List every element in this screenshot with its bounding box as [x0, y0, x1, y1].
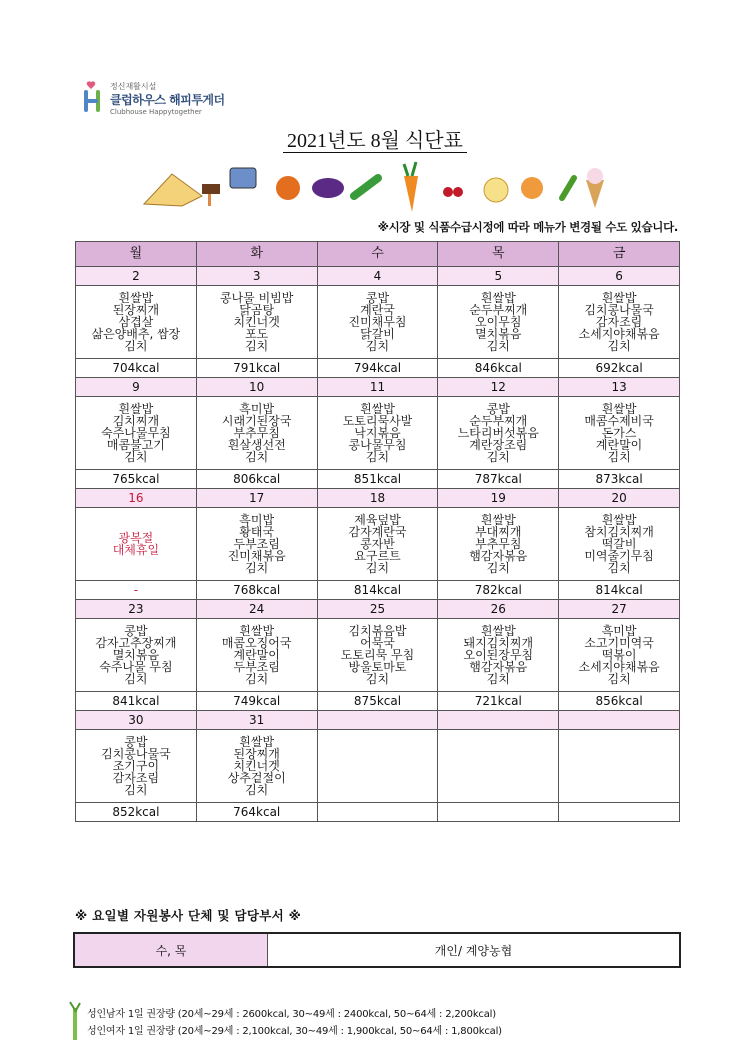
male-recommended-intake: 성인남자 1일 권장량 (20세~29세 : 2600kcal, 30~49세 : 2400kcal, 50~64세 : 2,200kcal) [87, 1009, 496, 1020]
date-cell [317, 711, 438, 730]
date-cell: 19 [438, 489, 559, 508]
logo-english: Clubhouse Happytogether [110, 108, 202, 116]
menu-item: 감자계란국 [348, 525, 407, 539]
date-cell: 30 [76, 711, 197, 730]
menu-item: 김치 [607, 672, 631, 686]
menu-item: 흰쌀밥 [601, 402, 637, 416]
menu-item: 낙지볶음 [354, 426, 401, 440]
menu-item: 순두부찌개 [469, 414, 528, 428]
menu-item: 흑미밥 [239, 513, 275, 527]
menu-item: 황태국 [239, 525, 275, 539]
menu-item: 계란국 [360, 303, 395, 317]
meal-cell [438, 619, 559, 692]
menu-item: 햄감자볶음 [469, 660, 528, 674]
date-cell: 11 [317, 378, 438, 397]
menu-item: 닭곰탕 [239, 303, 275, 317]
menu-item: 김치 [365, 672, 390, 686]
meal-cell [559, 286, 680, 359]
date-cell: 6 [559, 267, 680, 286]
menu-item: 흰쌀밥 [360, 402, 395, 416]
menu-item: 닭갈비 [360, 327, 395, 341]
menu-item: 돈가스 [601, 426, 637, 440]
date-row [76, 600, 680, 619]
meal-cell [196, 286, 317, 359]
menu-item: 흰쌀밥 [601, 513, 637, 527]
kcal-cell: 794kcal [317, 359, 438, 378]
menu-item: 포도 [245, 327, 269, 341]
menu-item: 김치 [245, 783, 269, 797]
menu-item: 김치 [365, 450, 390, 464]
meal-cell [76, 397, 197, 470]
menu-item: 흑미밥 [239, 402, 275, 416]
kcal-cell: 782kcal [438, 581, 559, 600]
kcal-cell: 749kcal [196, 692, 317, 711]
menu-item: 콩나물 비빔밥 [220, 291, 294, 305]
volunteer-table [73, 932, 681, 968]
meal-cell [76, 508, 197, 581]
menu-item: 콩밥 [365, 291, 390, 305]
menu-item: 콩나물무침 [348, 438, 407, 452]
menu-item: 콩자반 [360, 537, 395, 551]
meal-row [76, 730, 680, 803]
page-title: 2021년도 8월 식단표 [0, 124, 750, 153]
meal-cell [317, 730, 438, 803]
menu-item: 김치 [124, 783, 148, 797]
date-cell: 12 [438, 378, 559, 397]
menu-item: 된장찌개 [112, 303, 160, 317]
menu-item: 콩밥 [124, 624, 148, 638]
menu-item: 김치 [245, 561, 269, 575]
kcal-row [76, 692, 680, 711]
menu-item: 김치 [124, 339, 148, 353]
menu-item: 김치 [245, 339, 269, 353]
menu-item: 매콤불고기 [106, 438, 165, 452]
menu-item: 매콤수제비국 [584, 414, 654, 428]
menu-item: 부추무침 [233, 426, 280, 440]
meal-cell [317, 286, 438, 359]
menu-item: 어묵국 [360, 636, 395, 650]
kcal-cell: 787kcal [438, 470, 559, 489]
menu-item: 김치 [607, 339, 631, 353]
date-cell: 23 [76, 600, 197, 619]
menu-item: 감자조림 [595, 315, 643, 329]
weekday-header: 금 [559, 242, 680, 267]
kcal-cell: 764kcal [196, 803, 317, 822]
menu-item: 떡볶이 [601, 648, 637, 662]
meal-cell [317, 619, 438, 692]
kcal-cell: 852kcal [76, 803, 197, 822]
date-cell: 27 [559, 600, 680, 619]
menu-item: 치킨너겟 [233, 315, 280, 329]
kcal-cell: 765kcal [76, 470, 197, 489]
meal-cell [196, 730, 317, 803]
meal-cell [559, 619, 680, 692]
menu-item: 순두부찌개 [469, 303, 528, 317]
menu-item: 김치 [124, 450, 148, 464]
meal-cell [196, 619, 317, 692]
menu-item: 멸치볶음 [475, 327, 522, 341]
menu-item: 된장찌개 [233, 747, 280, 761]
menu-item: 김치 [607, 450, 631, 464]
date-cell: 5 [438, 267, 559, 286]
date-row [76, 378, 680, 397]
menu-item: 흑미밥 [601, 624, 637, 638]
date-cell: 17 [196, 489, 317, 508]
meal-cell [76, 286, 197, 359]
meal-cell [76, 730, 197, 803]
menu-item: 시래기된장국 [221, 414, 292, 428]
weekday-header: 수 [317, 242, 438, 267]
volunteer-heading: ※ 요일별 자원봉사 단체 및 담당부서 ※ [75, 908, 302, 923]
weekday-header: 화 [196, 242, 317, 267]
date-cell: 2 [76, 267, 197, 286]
menu-item: 김치 [124, 672, 148, 686]
meal-cell [438, 508, 559, 581]
menu-item: 느타리버섯볶음 [457, 426, 539, 440]
menu-item: 치킨너겟 [233, 759, 280, 773]
volunteer-day-label: 수, 목 [74, 933, 268, 967]
menu-item: 소고기미역국 [584, 636, 654, 650]
menu-item: 계란말이 [595, 438, 643, 452]
menu-item: 김치콩나물국 [584, 303, 654, 317]
menu-item: 진미채볶음 [227, 549, 286, 563]
date-cell: 13 [559, 378, 680, 397]
menu-item: 미역줄기무침 [584, 549, 654, 563]
menu-item: 도토리묵사발 [342, 414, 413, 428]
menu-body [76, 267, 680, 822]
date-cell: 24 [196, 600, 317, 619]
menu-item: 제육덮밥 [354, 513, 401, 527]
date-row [76, 489, 680, 508]
menu-item: 김치 [245, 672, 269, 686]
menu-item: 도토리묵 무침 [340, 648, 415, 662]
date-cell: 26 [438, 600, 559, 619]
clubhouse-logo [82, 78, 242, 122]
menu-item: 오이무침 [475, 315, 522, 329]
menu-table [75, 241, 680, 822]
menu-item: 김치 [365, 561, 390, 575]
female-recommended-intake: 성인여자 1일 권장량 (20세~29세 : 2,100kcal, 30~49세 : 1,900kcal, 50~64세 : 1,800kcal) [87, 1026, 502, 1037]
meal-cell [317, 397, 438, 470]
kcal-cell: 841kcal [76, 692, 197, 711]
menu-item: 두부조림 [233, 660, 280, 674]
kcal-cell: 692kcal [559, 359, 680, 378]
date-cell: 25 [317, 600, 438, 619]
kcal-row [76, 359, 680, 378]
kcal-cell: 814kcal [317, 581, 438, 600]
meal-row [76, 397, 680, 470]
menu-item: 소세지야채볶음 [578, 660, 660, 674]
menu-item: 요구르트 [354, 549, 401, 563]
menu-item: 콩밥 [486, 402, 510, 416]
date-row [76, 711, 680, 730]
menu-item: 소세지야채볶음 [578, 327, 660, 341]
menu-item: 김치 [245, 450, 269, 464]
kcal-cell: 791kcal [196, 359, 317, 378]
menu-item: 계란말이 [233, 648, 280, 662]
meal-cell [438, 286, 559, 359]
date-cell: 31 [196, 711, 317, 730]
date-cell: 10 [196, 378, 317, 397]
menu-item: 떡갈비 [601, 537, 637, 551]
menu-item: 방울토마토 [348, 660, 407, 674]
menu-item: 상추겉절이 [227, 771, 286, 785]
menu-item: 김치 [486, 672, 510, 686]
volunteer-org: 개인/ 계양농협 [268, 933, 681, 967]
menu-item: 흰살생선전 [227, 438, 286, 452]
notice-text: ※시장 및 식품수급시정에 따라 메뉴가 변경될 수도 있습니다. [377, 220, 678, 234]
logo-subtitle: 정신재활시설 [110, 82, 157, 91]
date-cell: 9 [76, 378, 197, 397]
menu-item: 김치 [365, 339, 390, 353]
menu-item: 흰쌀밥 [118, 402, 154, 416]
menu-item: 숙주나물무침 [101, 426, 171, 440]
meal-cell [559, 397, 680, 470]
menu-item: 멸치볶음 [112, 648, 160, 662]
kcal-cell: 704kcal [76, 359, 197, 378]
menu-item: 부추무침 [475, 537, 522, 551]
meal-cell [317, 508, 438, 581]
meal-row [76, 286, 680, 359]
kcal-cell: - [76, 581, 197, 600]
menu-item: 계란장조림 [469, 438, 528, 452]
meal-cell [438, 397, 559, 470]
menu-item: 흰쌀밥 [480, 624, 516, 638]
kcal-row [76, 470, 680, 489]
menu-item: 진미채무침 [348, 315, 407, 329]
kcal-cell [438, 803, 559, 822]
menu-item: 김치콩나물국 [101, 747, 171, 761]
weekday-header-row [76, 242, 680, 267]
kcal-cell: 721kcal [438, 692, 559, 711]
kcal-cell: 856kcal [559, 692, 680, 711]
date-cell: 18 [317, 489, 438, 508]
menu-item: 조기구이 [112, 759, 160, 773]
logo-h-icon [82, 80, 104, 114]
meal-cell [438, 730, 559, 803]
meal-cell [559, 730, 680, 803]
meal-cell [76, 619, 197, 692]
menu-item: 흰쌀밥 [239, 735, 275, 749]
weekday-header: 목 [438, 242, 559, 267]
date-cell: 16 [76, 489, 197, 508]
food-illustration [142, 156, 612, 216]
menu-item: 햄감자볶음 [469, 549, 528, 563]
menu-item: 흰쌀밥 [239, 624, 275, 638]
weekday-header: 월 [76, 242, 197, 267]
date-cell [559, 711, 680, 730]
menu-item: 삶은양배추, 쌈장 [91, 327, 181, 341]
plant-icon [68, 1000, 82, 1040]
menu-item: 매콤오징어국 [221, 636, 292, 650]
menu-item: 부대찌개 [475, 525, 522, 539]
menu-item: 참치김치찌개 [584, 525, 654, 539]
menu-item: 김치찌개 [112, 414, 160, 428]
menu-item: 감자조림 [112, 771, 160, 785]
date-row [76, 267, 680, 286]
menu-item: 두부조림 [233, 537, 280, 551]
menu-item: 숙주나물 무침 [99, 660, 173, 674]
kcal-cell: 814kcal [559, 581, 680, 600]
meal-row [76, 619, 680, 692]
date-cell [438, 711, 559, 730]
menu-item: 감자고추장찌개 [95, 636, 177, 650]
kcal-cell: 875kcal [317, 692, 438, 711]
menu-item: 흰쌀밥 [601, 291, 637, 305]
kcal-cell: 851kcal [317, 470, 438, 489]
kcal-row [76, 581, 680, 600]
volunteer-row [74, 933, 680, 967]
menu-item: 김치 [486, 450, 510, 464]
menu-item: 광복절 [118, 531, 154, 545]
menu-item: 김치 [486, 561, 510, 575]
menu-item: 흰쌀밥 [480, 513, 516, 527]
kcal-row [76, 803, 680, 822]
meal-row [76, 508, 680, 581]
kcal-cell [559, 803, 680, 822]
kcal-cell [317, 803, 438, 822]
menu-item: 김치볶음밥 [348, 624, 407, 638]
kcal-cell: 806kcal [196, 470, 317, 489]
menu-item: 삼겹살 [118, 315, 154, 329]
logo-name: 클럽하우스 해피투게더 [110, 93, 225, 107]
menu-item: 오이된장무침 [463, 648, 534, 662]
menu-item: 콩밥 [124, 735, 148, 749]
meal-cell [196, 508, 317, 581]
date-cell: 4 [317, 267, 438, 286]
kcal-cell: 846kcal [438, 359, 559, 378]
menu-item: 대체휴일 [112, 543, 160, 557]
menu-item: 김치 [486, 339, 510, 353]
kcal-cell: 873kcal [559, 470, 680, 489]
menu-item: 돼지김치찌개 [463, 636, 534, 650]
meal-cell [559, 508, 680, 581]
menu-item: 김치 [607, 561, 631, 575]
menu-item: 흰쌀밥 [480, 291, 516, 305]
date-cell: 20 [559, 489, 680, 508]
date-cell: 3 [196, 267, 317, 286]
meal-cell [196, 397, 317, 470]
kcal-cell: 768kcal [196, 581, 317, 600]
menu-item: 흰쌀밥 [118, 291, 154, 305]
